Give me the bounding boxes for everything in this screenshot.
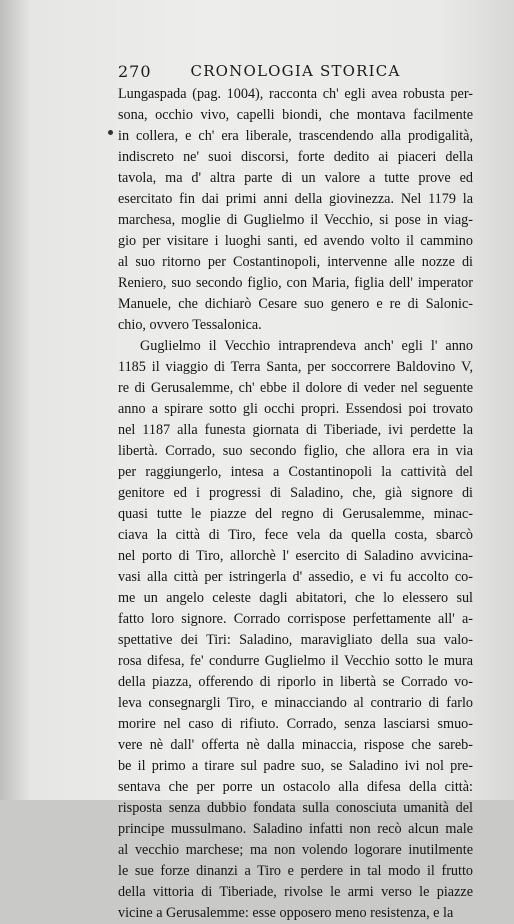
text-line: nel porto di Tiro, allorchè l' esercito di Saladino avvicina- <box>118 548 473 564</box>
text-line: rosa difesa, fe' condurre Guglielmo il Vecchio sotto le mura <box>118 653 473 669</box>
text-line: principe mussulmano. Saladino infatti non recò alcun male <box>118 821 473 837</box>
text-line: anno a spirare sotto gli occhi propri. Essendosi poi trovato <box>118 401 473 417</box>
text-line: ciava la città di Tiro, fece vela da quella costa, sbarcò <box>118 527 473 543</box>
text-line: le sue forze dinanzi a Tiro e perdere in tal modo il frutto <box>118 863 473 879</box>
text-line: re di Gerusalemme, ch' ebbe il dolore di veder nel seguente <box>118 380 473 396</box>
text-line: in collera, e ch' era liberale, trascendendo alla prodigalità, <box>118 128 473 144</box>
text-line: Manuele, che dichiarò Cesare suo genero e re di Salonic- <box>118 296 473 312</box>
text-line: 1185 il viaggio di Terra Santa, per soccorrere Baldovino V, <box>118 359 473 375</box>
page-header <box>118 62 473 84</box>
text-line: chio, ovvero Tessalonica. <box>118 317 262 333</box>
text-line: libertà. Corrado, suo secondo figlio, che allora era in via <box>118 443 473 459</box>
margin-mark <box>108 130 113 135</box>
text-line: vasi alla città per istringerla d' assedio, e vi fu accolto co- <box>118 569 473 585</box>
text-line: spettative dei Tiri: Saladino, maravigliato della sua valo- <box>118 632 473 648</box>
text-line: della vittoria di Tiberiade, rivolse le armi verso le piazze <box>118 884 473 900</box>
text-line: della piazza, offerendo di riporlo in libertà se Corrado vo- <box>118 674 473 690</box>
page-number: 270 <box>118 62 152 81</box>
text-line: sona, occhio vivo, capelli biondi, che montava facilmente <box>118 107 473 123</box>
text-line: Reniero, suo secondo figlio, con Maria, figlia dell' imperator <box>118 275 473 291</box>
text-line: quasi tutte le piazze del regno di Gerusalemme, minac- <box>118 506 473 522</box>
text-line: sentava che per porre un ostacolo alla difesa della città: <box>118 779 473 795</box>
text-line: esercitato fin dai primi anni della giovinezza. Nel 1179 la <box>118 191 473 207</box>
text-line: tavola, ma d' altra parte di un valore a tutte prove ed <box>118 170 473 186</box>
text-line: marchesa, moglie di Guglielmo il Vecchio, si pose in viag- <box>118 212 473 228</box>
text-line: nel 1187 alla funesta giornata di Tiberiade, ivi perdette la <box>118 422 473 438</box>
paragraph <box>118 336 473 924</box>
text-line: al suo ritorno per Costantinopoli, intervenne alle nozze di <box>118 254 473 270</box>
text-line: vere nè dall' offerta nè dalla minaccia, rispose che sareb- <box>118 737 473 753</box>
text-line: al vecchio marchese; ma non volendo logorare inutilmente <box>118 842 473 858</box>
text-line: gio per visitare i luoghi santi, ed avendo volto il cammino <box>118 233 473 249</box>
body-text <box>118 84 473 924</box>
text-line: Guglielmo il Vecchio intraprendeva anch' egli l' anno <box>140 338 473 354</box>
paragraph <box>118 84 473 336</box>
text-line: genitore ed i progressi di Saladino, che, già signore di <box>118 485 473 501</box>
running-head: CRONOLOGIA STORICA <box>190 62 401 80</box>
text-line: me un angelo celeste dagli abitatori, che lo elessero sul <box>118 590 473 606</box>
text-line: risposta senza dubbio fondata sulla conosciuta umanità del <box>118 800 473 816</box>
text-line: morire nel caso di rifiuto. Corrado, senza lasciarsi smuo- <box>118 716 473 732</box>
text-line: Lungaspada (pag. 1004), racconta ch' egli avea robusta per- <box>118 86 473 102</box>
text-line: be il primo a tirare sul padre suo, se Saladino ivi nol pre- <box>118 758 473 774</box>
text-line: per raggiungerlo, intesa a Costantinopoli la cattività del <box>118 464 473 480</box>
text-line: fatto loro signore. Corrado corrispose perfettamente all' a- <box>118 611 473 627</box>
text-line: leva consegnargli Tiro, e minacciando al contrario di farlo <box>118 695 473 711</box>
text-line: vicine a Gerusalemme: esse opposero meno resistenza, e la <box>118 905 454 921</box>
text-line: indiscreto ne' suoi discorsi, forte dedito ai piaceri della <box>118 149 473 165</box>
